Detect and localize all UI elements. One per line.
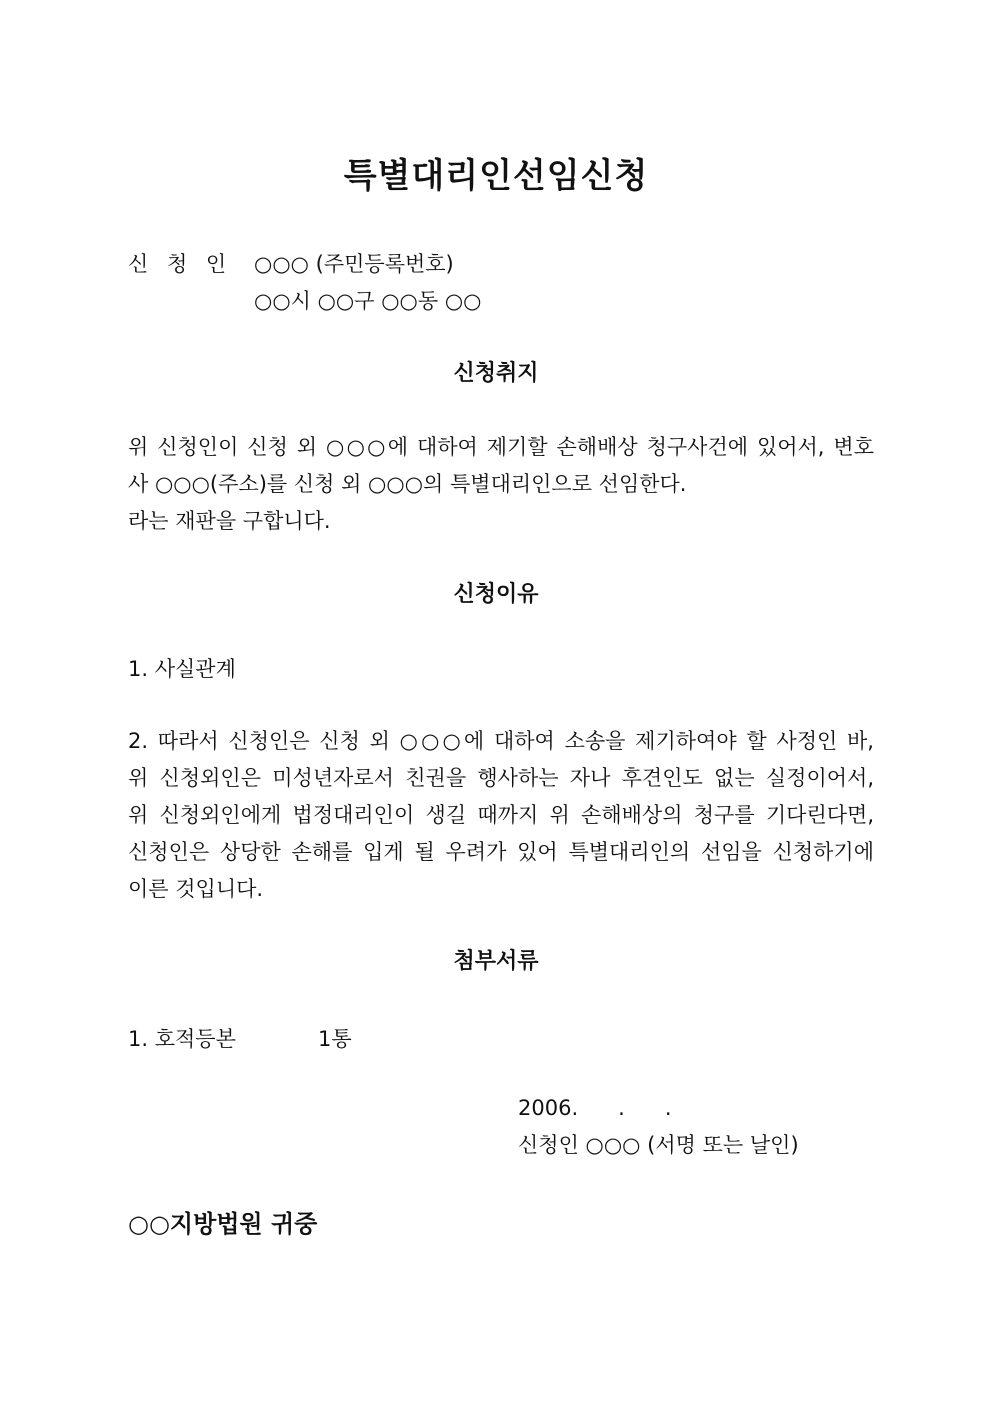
purpose-line: 사 ○○○(주소)를 신청 외 ○○○의 특별대리인으로 선임한다. (128, 472, 687, 496)
signature-date: 2006. . . (518, 1096, 672, 1120)
reasons-line: 위 신청외인은 미성년자로서 친권을 행사하는 자나 후견인도 없는 실정이어서, (128, 766, 874, 790)
attachment-item (128, 1021, 352, 1058)
reasons-heading: 신청이유 (453, 582, 539, 607)
reasons-item-1-text: 1. 사실관계 (128, 657, 236, 681)
reasons-item-1 (128, 651, 874, 688)
document-title: 특별대리인선임신청 (343, 156, 649, 196)
purpose-line: 위 신청인이 신청 외 ○○○에 대하여 제기할 손해배상 청구사건에 있어서, 변호 (128, 435, 874, 459)
purpose-paragraph (128, 429, 874, 540)
applicant-label-spacer (128, 283, 254, 320)
reasons-line: 위 신청외인에게 법정대리인이 생길 때까지 위 손해배상의 청구를 기다린다면, (128, 803, 874, 827)
reasons-item-2 (128, 723, 874, 908)
reasons-line: 2. 따라서 신청인은 신청 외 ○○○에 대하여 소송을 제기하여야 할 사정인 바, (128, 729, 874, 753)
court-addressee: ○○지방법원 귀중 (128, 1210, 318, 1238)
applicant-name: ○○○ (주민등록번호) (254, 252, 454, 276)
reasons-line: 이른 것입니다. (128, 877, 264, 901)
purpose-line: 라는 재판을 구합니다. (128, 509, 331, 533)
applicant-block (128, 246, 868, 320)
applicant-row-name (128, 246, 868, 283)
attachments-heading: 첨부서류 (453, 949, 539, 974)
applicant-row-address (128, 283, 868, 320)
purpose-heading: 신청취지 (453, 361, 539, 386)
attachment-count: 1통 (318, 1027, 352, 1051)
applicant-label: 신 청 인 (128, 252, 233, 276)
signature-block (518, 1090, 799, 1164)
applicant-address: ○○시 ○○구 ○○동 ○○ (254, 289, 482, 313)
reasons-line: 신청인은 상당한 손해를 입게 될 우려가 있어 특별대리인의 선임을 신청하기에 (128, 840, 874, 864)
signature-signer: 신청인 ○○○ (서명 또는 날인) (518, 1133, 799, 1157)
attachment-name: 1. 호적등본 (128, 1027, 236, 1051)
